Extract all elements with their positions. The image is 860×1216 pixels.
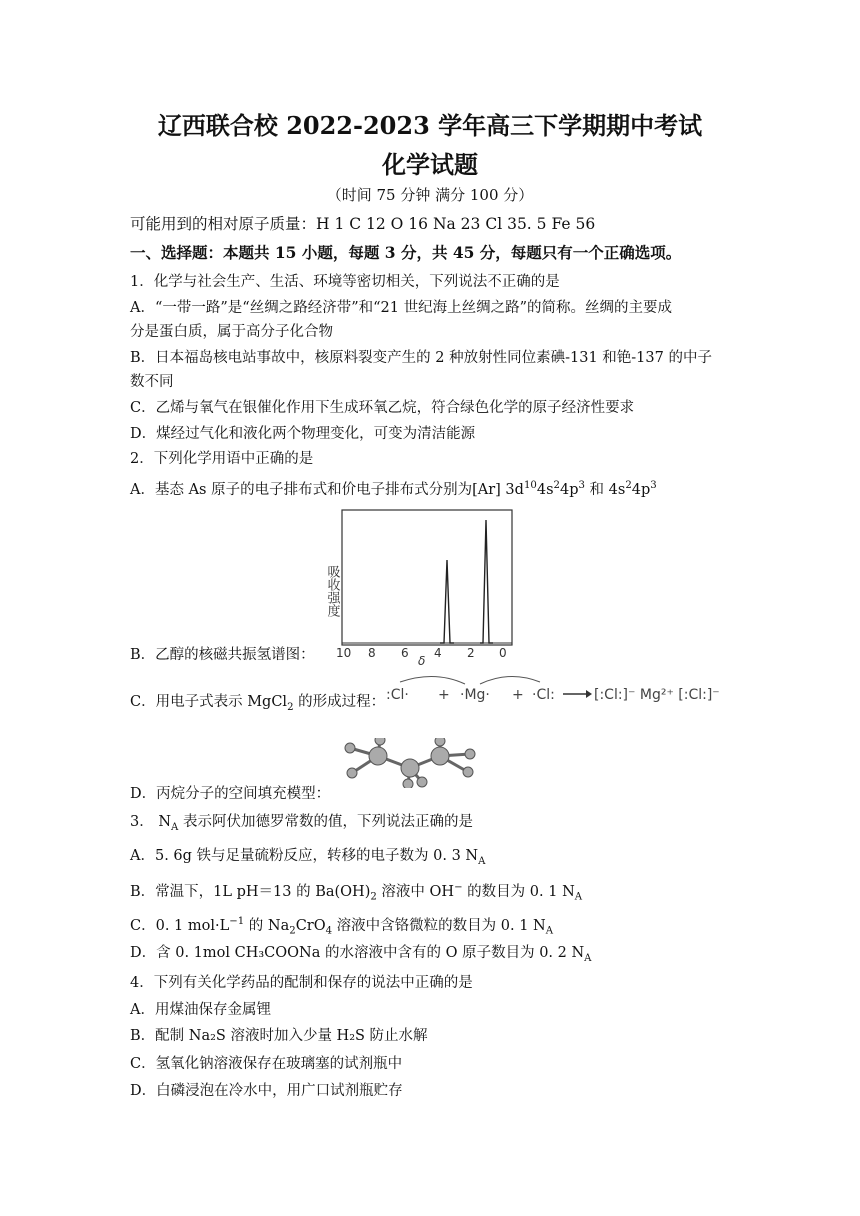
tick-10: 10 bbox=[336, 646, 352, 660]
q3-b-mid: 溶液中 OH bbox=[376, 883, 455, 900]
q3-c-mid: 的 Na bbox=[244, 917, 290, 934]
time-info: （时间 75 分钟 满分 100 分） bbox=[326, 186, 534, 204]
q3-a-text: A．5. 6g 铁与足量硫粉反应，转移的电子数为 0. 3 N bbox=[130, 848, 479, 864]
chart-ylabel: 吸收强度 bbox=[324, 565, 340, 617]
q2-option-d: D．丙烷分子的空间填充模型： bbox=[130, 786, 331, 802]
peak-ch2 bbox=[440, 560, 454, 643]
q3-b-text: B．常温下，1L pH＝13 的 Ba(OH) bbox=[130, 883, 371, 900]
svg-text::Cl·: :Cl· bbox=[386, 687, 409, 703]
q3-b-end: 的数目为 0. 1 N bbox=[462, 883, 575, 900]
q3-c-end: 溶液中含铬微粒的数目为 0. 1 N bbox=[332, 917, 546, 934]
nmr-spectrum-chart bbox=[322, 505, 522, 665]
q3-stem-start: 3． N bbox=[130, 814, 172, 830]
q3-option-b: B．常温下，1L pH＝13 的 $Ba(OH)_2$ 溶液中 OH− 的数目为 0. 1 $N_A$ bbox=[130, 882, 583, 903]
tick-0: 0 bbox=[499, 646, 507, 660]
q3-option-d: D．含 0. 1mol CH₃COONa 的水溶液中含有的 O 原子数目为 0. 2 $N_A$ bbox=[130, 945, 592, 964]
q1-stem: 1．化学与社会生产、生活、环境等密切相关，下列说法不正确的是 bbox=[130, 274, 560, 290]
q4-stem: 4．下列有关化学药品的配制和保存的说法中正确的是 bbox=[130, 975, 473, 991]
svg-text:·Mg·: ·Mg· bbox=[460, 687, 490, 703]
svg-text:+: + bbox=[512, 687, 524, 703]
q3-c-text: C．0. 1 mol·L bbox=[130, 917, 230, 934]
section-heading: 一、选择题：本题共 15 小题，每题 3 分，共 45 分，每题只有一个正确选项。 bbox=[130, 243, 682, 262]
tick-2: 2 bbox=[467, 646, 475, 660]
q3-stem: 3． $N_A$ 表示阿伏加德罗常数的值，下列说法正确的是 bbox=[130, 814, 473, 833]
subject-title: 化学试题 bbox=[382, 150, 478, 179]
q4-option-b: B．配制 Na₂S 溶液时加入少量 H₂S 防止水解 bbox=[130, 1028, 428, 1044]
q3-stem-rest: 表示阿伏加德罗常数的值，下列说法正确的是 bbox=[178, 814, 473, 830]
q4-option-a: A．用煤油保存金属锂 bbox=[130, 1002, 271, 1018]
q1-option-b-line1: B．日本福岛核电站事故中，核原料裂变产生的 2 种放射性同位素碘-131 和铯-137 的中子 bbox=[130, 350, 712, 366]
q1-option-d: D．煤经过气化和液化两个物理变化，可变为清洁能源 bbox=[130, 426, 476, 442]
q2-config-formula: [Ar] $3d^{10}4s^24p^3$ 和 $4s^24p^3$ bbox=[472, 480, 657, 498]
q2-option-a-text: A．基态 As 原子的电子排布式和价电子排布式分别为 bbox=[130, 481, 473, 498]
q2-option-a bbox=[130, 476, 740, 500]
propane-model-image bbox=[340, 738, 490, 788]
svg-text:·Cl:: ·Cl: bbox=[532, 687, 555, 703]
q3-option-a: A．5. 6g 铁与足量硫粉反应，转移的电子数为 0. 3 $N_A$ bbox=[130, 848, 486, 867]
q2-c-suffix: 的形成过程： bbox=[293, 694, 386, 710]
q1-option-a-line1: A．“一带一路”是“丝绸之路经济带”和“21 世纪海上丝绸之路”的简称。丝绸的主要成 bbox=[130, 300, 673, 316]
q4-option-c: C．氢氧化钠溶液保存在玻璃塞的试剂瓶中 bbox=[130, 1056, 403, 1072]
q1-option-c: C．乙烯与氧气在银催化作用下生成环氧乙烷，符合绿色化学的原子经济性要求 bbox=[130, 400, 635, 416]
q1-option-a-line2: 分是蛋白质，属于高分子化合物 bbox=[130, 324, 333, 340]
peak-ch3 bbox=[480, 520, 493, 643]
q3-d-text: D．含 0. 1mol CH₃COONa 的水溶液中含有的 O 原子数目为 0. 2 N bbox=[130, 945, 585, 961]
q4-option-d: D．白磷浸泡在冷水中，用广口试剂瓶贮存 bbox=[130, 1083, 403, 1099]
q2-c-text: C．用电子式表示 MgCl bbox=[130, 694, 288, 710]
atomic-masses: 可能用到的相对原子质量：H 1 C 12 O 16 Na 23 Cl 35. 5 Fe 56 bbox=[130, 215, 596, 233]
mgcl2-electron-dot-diagram bbox=[380, 672, 730, 712]
q2-option-c: C．用电子式表示 MgCl$_2$ 的形成过程： bbox=[130, 694, 386, 713]
chart-xlabel: δ bbox=[418, 654, 426, 665]
q3-option-c: C．0. 1 $mol\cdot L^{-1}$ 的 $Na_2CrO_4$ 溶液中含铬微粒的数目为 0. 1 $N_A$ bbox=[130, 916, 554, 937]
svg-text:[:Cl:]⁻ Mg²⁺ [:Cl:]⁻: [:Cl:]⁻ Mg²⁺ [:Cl:]⁻ bbox=[594, 687, 720, 703]
page-title: 辽西联合校 2022-2023 学年高三下学期期中考试 bbox=[157, 111, 703, 140]
q2-stem: 2．下列化学用语中正确的是 bbox=[130, 451, 314, 467]
q2-option-b: B．乙醇的核磁共振氢谱图： bbox=[130, 647, 315, 663]
svg-text:+: + bbox=[438, 687, 450, 703]
tick-6: 6 bbox=[401, 646, 409, 660]
tick-4: 4 bbox=[434, 646, 442, 660]
tick-8: 8 bbox=[368, 646, 376, 660]
q1-option-b-line2: 数不同 bbox=[130, 374, 174, 390]
